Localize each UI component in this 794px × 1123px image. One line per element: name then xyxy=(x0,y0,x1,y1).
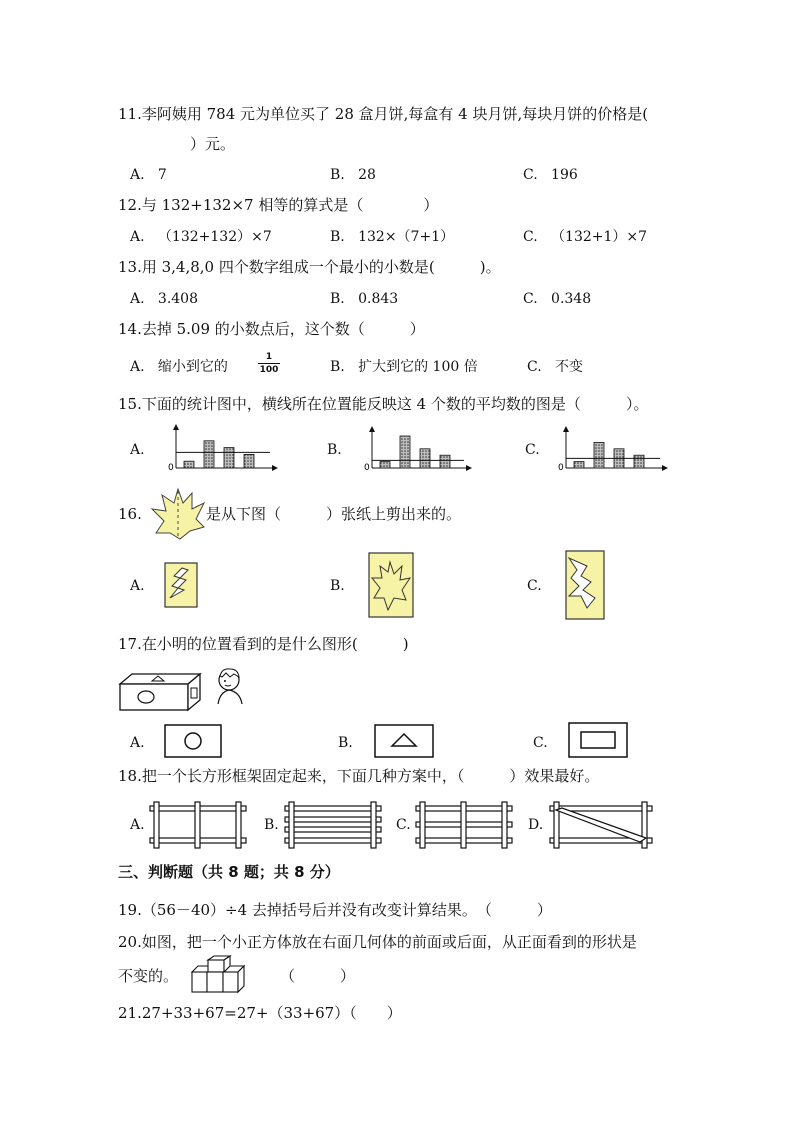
box-3d-icon xyxy=(118,670,202,712)
option-value: 196 xyxy=(551,167,578,183)
chart-bar xyxy=(184,461,194,468)
option-value: 0.348 xyxy=(551,291,592,307)
q14-option-b[interactable] xyxy=(330,357,478,377)
q16-number: 16. xyxy=(118,505,142,523)
bar-chart-a[interactable] xyxy=(166,424,278,472)
fraction-denominator: 100 xyxy=(259,365,279,375)
option-value: 7 xyxy=(157,167,167,183)
q11-text-line1: 11.李阿姨用 784 元为单位买了 28 盒月饼,每盒有 4 块月饼,每块月饼的价格是( xyxy=(118,105,649,123)
view-triangle-icon[interactable] xyxy=(374,724,434,758)
option-value: 缩小到它的 xyxy=(157,359,228,375)
frame-option-d-icon[interactable] xyxy=(548,800,654,850)
bar-chart-b[interactable] xyxy=(362,426,472,472)
option-label: A. xyxy=(130,229,145,245)
q12-text: 12.与 132+132×7 相等的算式是（ ） xyxy=(118,196,439,214)
q18-option-b-label[interactable]: B. xyxy=(264,817,279,833)
chart-bar xyxy=(440,455,450,468)
option-label: A. xyxy=(130,359,145,375)
option-label: A. xyxy=(130,291,145,307)
q18-text: 18.把一个长方形框架固定起来，下面几种方案中，（ ）效果最好。 xyxy=(118,767,600,785)
chart-origin-label: 0 xyxy=(558,463,564,473)
option-label: B. xyxy=(330,359,345,375)
option-value: （132+1）×7 xyxy=(551,229,648,245)
option-label: B. xyxy=(330,167,345,183)
y-arrow-icon xyxy=(563,426,569,432)
q12-option-c[interactable] xyxy=(523,227,647,247)
chart-bar xyxy=(400,436,410,468)
q16-option-b-label[interactable]: B. xyxy=(330,578,345,594)
q17-option-c-label[interactable]: C. xyxy=(533,735,548,751)
chart-bar xyxy=(574,462,584,468)
q14-option-a[interactable] xyxy=(130,357,228,377)
x-arrow-icon xyxy=(662,465,668,471)
q13-option-a[interactable] xyxy=(130,289,198,309)
option-value: 3.408 xyxy=(157,291,199,307)
frame-option-b-icon[interactable] xyxy=(283,800,383,850)
chart-bar xyxy=(224,448,234,468)
option-value: 不变 xyxy=(555,359,584,375)
x-arrow-icon xyxy=(466,465,472,471)
q13-option-c[interactable] xyxy=(523,289,591,309)
x-arrow-icon xyxy=(272,465,278,471)
q20-answer-paren[interactable]: （ ） xyxy=(280,967,356,985)
q14-text: 14.去掉 5.09 的小数点后，这个数（ ） xyxy=(118,320,425,338)
option-label: C. xyxy=(523,167,538,183)
paper-option-a-icon[interactable] xyxy=(164,562,198,608)
chart-bar xyxy=(420,449,430,468)
q14-option-c[interactable] xyxy=(527,357,583,377)
q11-option-a[interactable] xyxy=(130,165,167,185)
chart-bar xyxy=(594,442,604,468)
paper-option-b-icon[interactable] xyxy=(368,552,414,618)
view-rectangle-icon[interactable] xyxy=(568,722,628,758)
q15-option-b-label[interactable]: B. xyxy=(327,442,342,458)
option-label: B. xyxy=(330,291,345,307)
option-value: （132+132）×7 xyxy=(157,229,272,245)
cube-stack-icon xyxy=(190,954,250,996)
q15-option-a-label[interactable]: A. xyxy=(130,442,145,458)
option-label: C. xyxy=(523,229,538,245)
boy-xiaoming-icon xyxy=(212,666,248,706)
q13-option-b[interactable] xyxy=(330,289,398,309)
q18-option-a-label[interactable]: A. xyxy=(130,817,145,833)
q20-text-line2: 不变的。 xyxy=(118,967,179,985)
q20-text-line1: 20.如图，把一个小正方体放在右面几何体的前面或后面，从正面看到的形状是 xyxy=(118,933,637,951)
q18-option-d-label[interactable]: D. xyxy=(528,817,544,833)
q11-option-b[interactable] xyxy=(330,165,376,185)
chart-bar xyxy=(380,462,390,468)
option-label: B. xyxy=(330,229,345,245)
option-value: 28 xyxy=(358,167,376,183)
option-label: C. xyxy=(523,291,538,307)
q18-option-c-label[interactable]: C. xyxy=(396,817,411,833)
view-circle-icon[interactable] xyxy=(164,724,222,758)
option-value: 132×（7+1） xyxy=(358,229,455,245)
section-3-heading: 三、判断题（共 8 题；共 8 分） xyxy=(118,863,340,881)
q17-option-a-label[interactable]: A. xyxy=(130,735,145,751)
chart-bar xyxy=(244,454,254,468)
option-value: 扩大到它的 100 倍 xyxy=(358,359,478,375)
option-label: C. xyxy=(527,359,542,375)
bar-chart-c[interactable] xyxy=(556,426,668,472)
q12-option-a[interactable] xyxy=(130,227,272,247)
q11-option-c[interactable] xyxy=(523,165,578,185)
q15-text: 15.下面的统计图中，横线所在位置能反映这 4 个数的平均数的图是（ ）。 xyxy=(118,395,649,413)
q15-option-c-label[interactable]: C. xyxy=(525,442,540,458)
chart-bar xyxy=(204,441,214,468)
q17-text: 17.在小明的位置看到的是什么图形( ) xyxy=(118,635,409,653)
frame-option-a-icon[interactable] xyxy=(148,800,248,850)
q16-option-c-label[interactable]: C. xyxy=(527,578,542,594)
option-value: 0.843 xyxy=(358,291,399,307)
paper-option-c-icon[interactable] xyxy=(565,550,605,620)
frame-option-c-icon[interactable] xyxy=(414,800,514,850)
leaf-cutout-icon xyxy=(150,487,206,541)
option-label: A. xyxy=(130,167,145,183)
q16-text: 是从下图（ ）张纸上剪出来的。 xyxy=(206,505,462,523)
y-arrow-icon xyxy=(173,424,179,430)
q13-text: 13.用 3,4,8,0 四个数字组成一个最小的小数是( )。 xyxy=(118,258,501,276)
chart-bar xyxy=(634,455,644,468)
y-arrow-icon xyxy=(369,426,375,432)
fraction-numerator: 1 xyxy=(265,352,273,362)
fraction-one-hundredth xyxy=(258,352,280,375)
q12-option-b[interactable] xyxy=(330,227,454,247)
q17-option-b-label[interactable]: B. xyxy=(338,735,353,751)
chart-origin-label: 0 xyxy=(364,463,370,473)
chart-origin-label: 0 xyxy=(168,463,174,473)
q19-text: 19.（56－40）÷4 去掉括号后并没有改变计算结果。 （ ） xyxy=(118,901,552,919)
q11-text-line2: ）元。 xyxy=(190,135,236,153)
q21-text: 21.27+33+67=27+（33+67）（ ） xyxy=(118,1004,402,1022)
q16-option-a-label[interactable]: A. xyxy=(130,578,145,594)
